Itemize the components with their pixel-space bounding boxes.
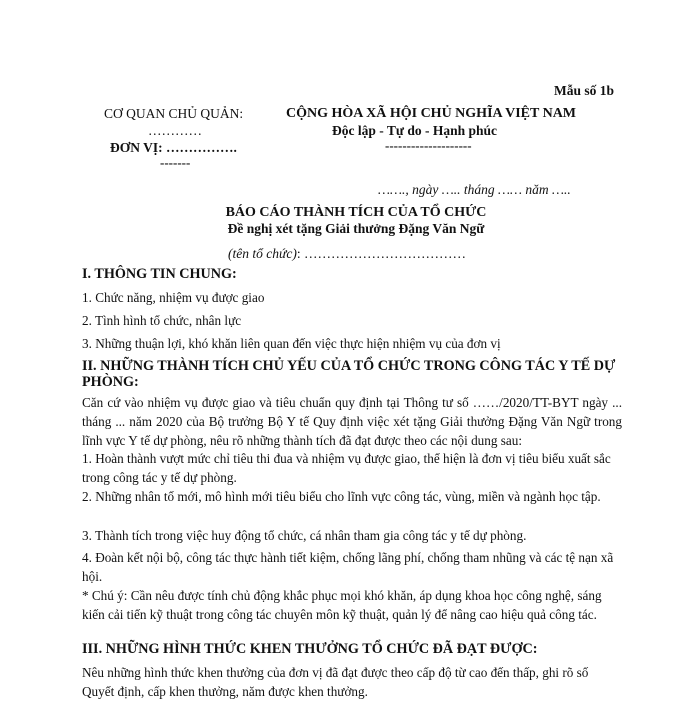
section-1-item: 3. Những thuận lợi, khó khăn liên quan đến việc thực hiện nhiệm vụ của đơn vị: [82, 336, 501, 351]
national-motto: Độc lập - Tự do - Hạnh phúc: [332, 123, 498, 138]
org-name-label: (tên tổ chức): [228, 246, 297, 261]
section-3-heading: III. NHỮNG HÌNH THỨC KHEN THƯỞNG TỔ CHỨC ĐÃ ĐẠT ĐƯỢC:: [82, 641, 538, 657]
unit-dashes: -------: [160, 155, 191, 170]
section-1-heading: I. THÔNG TIN CHUNG:: [82, 266, 237, 282]
agency-label: CƠ QUAN CHỦ QUẢN:: [104, 106, 244, 121]
unit-label: ĐƠN VỊ: …………….: [110, 140, 237, 155]
form-number: Mẫu số 1b: [554, 83, 615, 98]
agency-dots: …………: [148, 123, 202, 138]
section-2-intro: Căn cứ vào nhiệm vụ được giao và tiêu chuẩn quy định tại Thông tư số ……/2020/TT-BYT ngày ... tháng ... năm 2020 của Bộ trưởng Bộ Y tế Quy định việc xét tặng Giải thưởng Đặng Văn Ngữ trong lĩnh vực Y tế dự phòng, nêu rõ những thành tích đã đạt được theo các nội dung sau:: [82, 395, 622, 448]
section-3-intro: Nêu những hình thức khen thưởng của đơn vị đã đạt được theo cấp độ từ cao đến thấp, ghi rõ số Quyết định, cấp khen thưởng, năm được khen thưởng.: [82, 665, 589, 699]
org-name-line: [228, 246, 466, 262]
org-name-fill: : ………………………………: [296, 246, 466, 261]
motto-dashes: --------------------: [385, 138, 472, 153]
country-name: CỘNG HÒA XÃ HỘI CHỦ NGHĨA VIỆT NAM: [286, 106, 577, 121]
section-2-item: 3. Thành tích trong việc huy động tổ chức, cá nhân tham gia công tác y tế dự phòng.: [82, 528, 527, 543]
section-2-item: 4. Đoàn kết nội bộ, công tác thực hành tiết kiệm, chống lãng phí, chống tham nhũng và các tệ nạn xã hội.: [82, 550, 614, 584]
section-2-item: 1. Hoàn thành vượt mức chỉ tiêu thi đua và nhiệm vụ được giao, thể hiện là đơn vị tiêu biểu xuất sắc trong công tác y tế dự phòng.: [82, 451, 611, 485]
report-subtitle: Đề nghị xét tặng Giải thưởng Đặng Văn Ngữ: [227, 221, 485, 236]
section-2-note: * Chú ý: Cần nêu được tính chủ động khắc phục mọi khó khăn, áp dụng khoa học công nghệ, sáng kiến cải tiến kỹ thuật trong công tác chuyên môn kỹ thuật, quản lý để nâng cao hiệu quả công tác.: [82, 588, 602, 622]
date-line: ……., ngày ….. tháng …… năm …..: [378, 182, 571, 197]
section-2-heading: II. NHỮNG THÀNH TÍCH CHỦ YẾU CỦA TỔ CHỨC TRONG CÔNG TÁC Y TẾ DỰ PHÒNG:: [82, 358, 616, 390]
section-1-item: 2. Tình hình tổ chức, nhân lực: [82, 313, 242, 328]
report-title: BÁO CÁO THÀNH TÍCH CỦA TỔ CHỨC: [225, 205, 487, 220]
section-1-item: 1. Chức năng, nhiệm vụ được giao: [82, 290, 265, 305]
section-2-item: 2. Những nhân tố mới, mô hình mới tiêu biểu cho lĩnh vực công tác, vùng, miền và ngành học tập.: [82, 489, 601, 504]
